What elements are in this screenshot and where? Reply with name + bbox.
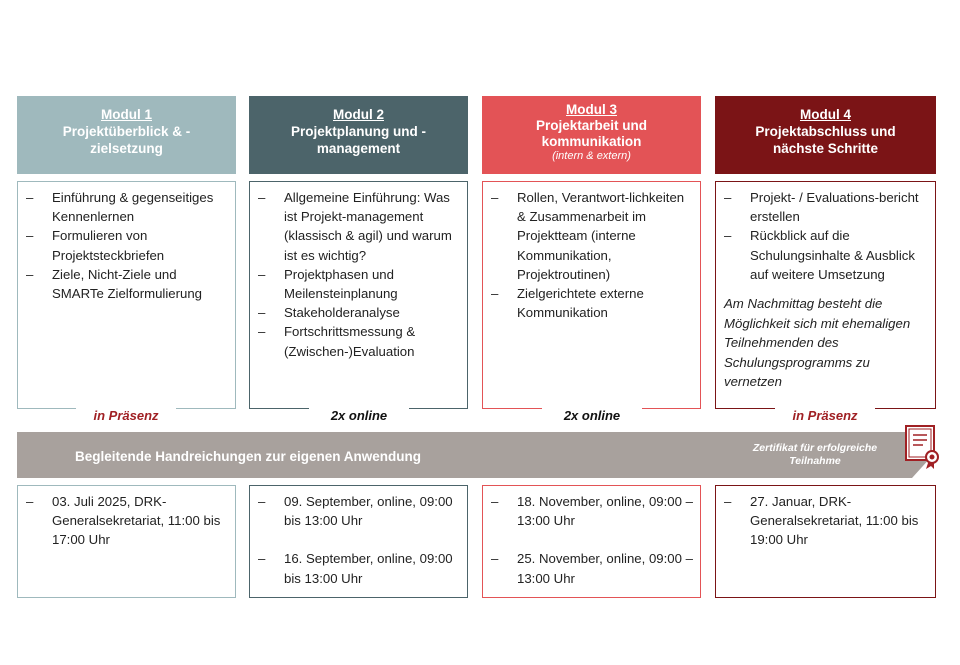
topic-item: – Fortschrittsmessung & (Zwischen-)Evaluation: [258, 322, 461, 360]
module-3-title-line-2: kommunikation: [541, 134, 642, 149]
date-item: – 03. Juli 2025, DRK-Generalsekretariat, 11:00 bis 17:00 Uhr: [26, 492, 229, 550]
module-4-dates: [715, 485, 936, 598]
module-1-title-line-1: Projektüberblick & -: [62, 124, 191, 139]
certificate-icon: [903, 424, 943, 470]
topic-item: – Projektphasen und Meilensteinplanung: [258, 265, 461, 303]
date-item: – 09. September, online, 09:00 bis 13:00 Uhr: [258, 492, 461, 530]
topic-item: – Zielgerichtete externe Kommunikation: [491, 284, 694, 322]
certificate-text: Zertifikat für erfolgreiche Teilnahme: [752, 442, 878, 467]
module-2-title-line-1: Projektplanung und -: [291, 124, 426, 139]
module-3-title-line-1: Projektarbeit und: [535, 118, 648, 133]
module-4-note: Am Nachmittag besteht die Möglichkeit sich mit ehemaligen Teilnehmenden des Schulungsprogramms zu vernetzen: [724, 296, 911, 390]
module-3-subtitle: (intern & extern): [552, 150, 631, 162]
topic-item: – Rollen, Verantwort-lichkeiten & Zusammenarbeit im Projektteam (interne Kommunikation, Projektroutinen): [491, 188, 694, 284]
module-1-title-line-2: zielsetzung: [90, 141, 163, 156]
module-3-dates: [482, 485, 701, 598]
module-4-title-line-1: Projektabschluss und: [755, 124, 896, 139]
module-1-dates: [17, 485, 236, 598]
module-4-topics: [715, 181, 936, 409]
module-2-topics: [249, 181, 468, 409]
module-3-header: [482, 96, 701, 174]
topic-item: – Einführung & gegenseitiges Kennenlernen: [26, 188, 229, 226]
module-4-title-line-2: nächste Schritte: [772, 141, 879, 156]
module-3-mode: 2x online: [542, 408, 642, 423]
date-item: – 16. September, online, 09:00 bis 13:00 Uhr: [258, 549, 461, 587]
module-1-number: Modul 1: [101, 107, 152, 122]
module-1-mode: in Präsenz: [76, 408, 176, 423]
banner-text: Begleitende Handreichungen zur eigenen Anwendung: [75, 449, 422, 464]
topic-item: – Formulieren von Projektsteckbriefen: [26, 226, 229, 264]
module-2-number: Modul 2: [333, 107, 384, 122]
module-4-number: Modul 4: [800, 107, 851, 122]
module-2-mode: 2x online: [309, 408, 409, 423]
module-3-topics: [482, 181, 701, 409]
topic-item: – Ziele, Nicht-Ziele und SMARTe Zielformulierung: [26, 265, 229, 303]
date-item: – 27. Januar, DRK-Generalsekretariat, 11:00 bis 19:00 Uhr: [724, 492, 929, 550]
module-2-dates: [249, 485, 468, 598]
module-2-title-line-2: management: [316, 141, 401, 156]
topic-item: – Allgemeine Einführung: Was ist Projekt-management (klassisch & agil) und warum ist es wichtig?: [258, 188, 461, 265]
module-1-header: [17, 96, 236, 174]
module-3-number: Modul 3: [566, 102, 617, 117]
module-1-topics: [17, 181, 236, 409]
date-item: – 18. November, online, 09:00 – 13:00 Uhr: [491, 492, 694, 530]
module-2-header: [249, 96, 468, 174]
date-item: – 25. November, online, 09:00 – 13:00 Uhr: [491, 549, 694, 587]
module-4-mode: in Präsenz: [775, 408, 875, 423]
topic-item: – Stakeholderanalyse: [258, 303, 461, 322]
topic-item: – Rückblick auf die Schulungsinhalte & Ausblick auf weitere Umsetzung: [724, 226, 929, 284]
topic-item: – Projekt- / Evaluations-bericht erstellen: [724, 188, 929, 226]
module-4-header: [715, 96, 936, 174]
